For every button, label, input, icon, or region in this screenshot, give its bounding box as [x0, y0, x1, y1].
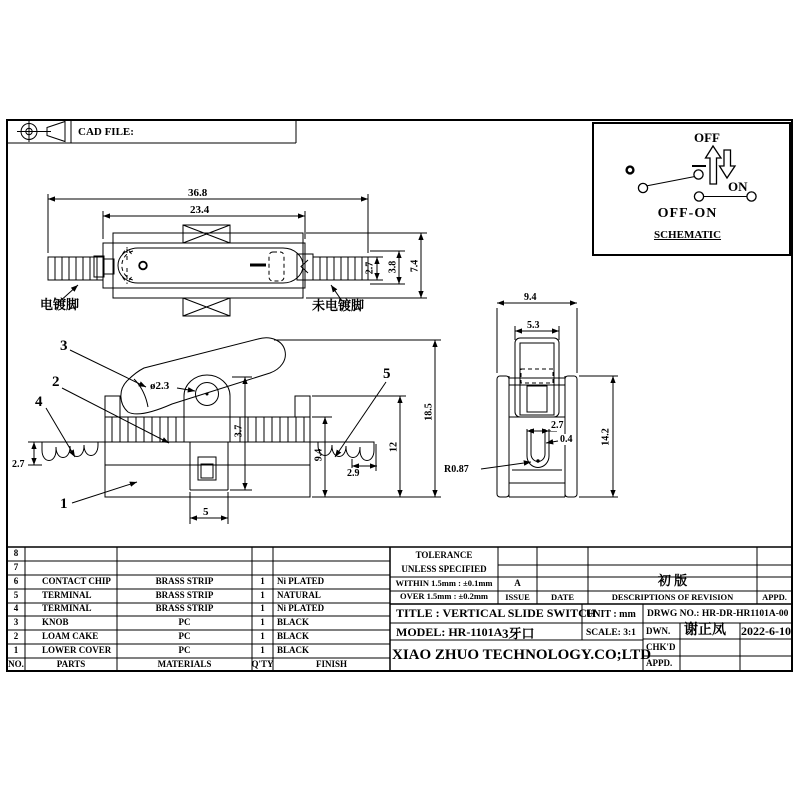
dim-overall-length: 36.8: [188, 187, 208, 199]
parts-row-no: 7: [13, 562, 19, 572]
dwn-date: 2022-6-10: [741, 624, 791, 638]
revision-label: DESCRIPTIONS OF REVISION: [611, 592, 734, 602]
parts-header-parts: PARTS: [56, 659, 86, 669]
parts-row-finish: BLACK: [277, 631, 310, 641]
revision-value: 初 版: [657, 573, 688, 588]
model-label: MODEL: HR-1101A: [396, 625, 503, 639]
unplated-foot-label: 未电镀脚: [312, 298, 365, 313]
parts-row-part: TERMINAL: [42, 603, 92, 613]
dim-end-height: 14.2: [600, 428, 612, 446]
issue-label: ISSUE: [505, 592, 530, 602]
end-view-dimensions: [481, 303, 618, 497]
dim-contact-thickness: 0.4: [560, 434, 573, 445]
schematic-caption: SCHEMATIC: [653, 229, 722, 241]
schematic-on-label: ON: [728, 179, 748, 194]
parts-row-no: 4: [13, 603, 19, 613]
arrow-down-icon: [720, 150, 736, 178]
parts-row-finish: Ni PLATED: [277, 603, 325, 613]
parts-row-qty: 1: [260, 603, 265, 613]
arrow-up-icon: [706, 146, 722, 184]
dim-post-height: 3.7: [233, 424, 245, 438]
parts-header-qty: Q'TY: [251, 659, 274, 669]
dwn-label: DWN.: [646, 626, 671, 636]
dim-mid-height: 9.4: [313, 448, 325, 462]
callout-4: 4: [35, 394, 43, 410]
issue-value: A: [514, 578, 521, 588]
parts-row-material: BRASS STRIP: [155, 603, 214, 613]
dim-hole-diameter: ø2.3: [150, 380, 170, 392]
callout-5: 5: [383, 366, 391, 382]
model-note: 3牙口: [502, 626, 535, 641]
parts-row-qty: 1: [260, 576, 265, 586]
dim-end-stem-width: 5.3: [527, 320, 540, 331]
parts-row-part: CONTACT CHIP: [42, 576, 111, 586]
parts-row-material: PC: [178, 631, 191, 641]
tolerance-subtitle: UNLESS SPECIFIED: [401, 564, 487, 574]
parts-row-part: LOAM CAKE: [42, 631, 99, 641]
parts-row-finish: BLACK: [277, 645, 310, 655]
parts-row-no: 3: [13, 617, 19, 627]
parts-row-part: TERMINAL: [42, 590, 92, 600]
callout-2: 2: [52, 374, 60, 390]
schematic-offon-label: OFF-ON: [657, 206, 718, 221]
date-label: DATE: [551, 592, 574, 602]
tolerance-title: TOLERANCE: [415, 550, 473, 560]
dim-body-height: 12: [388, 442, 400, 452]
parts-header-materials: MATERIALS: [157, 659, 212, 669]
dim-body-length: 23.4: [190, 204, 210, 216]
parts-row-material: BRASS STRIP: [155, 590, 214, 600]
parts-row-qty: 1: [260, 590, 265, 600]
dim-pin-span: 3.8: [387, 260, 399, 274]
dim-contact-radius: R0.87: [444, 464, 469, 475]
drawing-number: DRWG NO.: HR-DR-HR1101A-00: [647, 609, 789, 619]
dim-end-overall-width: 9.4: [524, 292, 537, 303]
dwn-name: 谢正凤: [684, 623, 726, 638]
parts-row-material: PC: [178, 617, 191, 627]
parts-row-qty: 1: [260, 645, 265, 655]
parts-row-qty: 1: [260, 631, 265, 641]
parts-row-no: 2: [13, 631, 19, 641]
parts-row-material: PC: [178, 645, 191, 655]
drawing-title: TITLE : VERTICAL SLIDE SWITCH: [396, 606, 597, 620]
plated-foot-label: 电镀脚: [40, 297, 80, 312]
callout-1: 1: [60, 496, 68, 512]
tolerance-within: WITHIN 1.5mm : ±0.1mm: [395, 578, 493, 588]
dim-tooth-pitch: 2.9: [347, 468, 360, 479]
parts-row-qty: 1: [260, 617, 265, 627]
callout-3: 3: [60, 338, 68, 354]
parts-header-finish: FINISH: [315, 659, 347, 669]
parts-row-finish: BLACK: [277, 617, 310, 627]
dim-comb-height: 7.4: [409, 259, 421, 273]
parts-header-no: NO.: [8, 659, 24, 669]
end-view-outline: [497, 338, 577, 497]
dim-slot-width: 5: [203, 506, 209, 518]
parts-row-part: KNOB: [42, 617, 69, 627]
dim-contact-width: 2.7: [551, 420, 564, 431]
dim-pin-height: 2.7: [364, 261, 376, 275]
appd-label: APPD.: [762, 592, 787, 602]
parts-row-no: 6: [13, 576, 19, 586]
projection-symbol-icon: [17, 121, 65, 142]
parts-row-no: 8: [13, 548, 19, 558]
schematic-off-label: OFF: [694, 130, 720, 145]
appd-row-label: APPD.: [646, 658, 673, 668]
parts-row-no: 1: [13, 645, 19, 655]
dim-overall-height: 18.5: [423, 403, 435, 421]
parts-row-finish: NATURAL: [277, 590, 321, 600]
dim-comb-tooth-height: 2.7: [12, 459, 25, 470]
company-name: XIAO ZHUO TECHNOLOGY.CO;LTD: [392, 647, 652, 663]
scale-label: SCALE: 3:1: [586, 628, 636, 638]
parts-row-material: BRASS STRIP: [155, 576, 214, 586]
tolerance-over: OVER 1.5mm : ±0.2mm: [399, 591, 488, 601]
unit-label: UNIT : mm: [586, 609, 636, 620]
parts-row-finish: Ni PLATED: [277, 576, 325, 586]
parts-row-no: 5: [13, 590, 19, 600]
chkd-label: CHK'D: [646, 642, 676, 652]
cad-file-label: CAD FILE:: [78, 126, 134, 138]
parts-row-part: LOWER COVER: [42, 645, 112, 655]
